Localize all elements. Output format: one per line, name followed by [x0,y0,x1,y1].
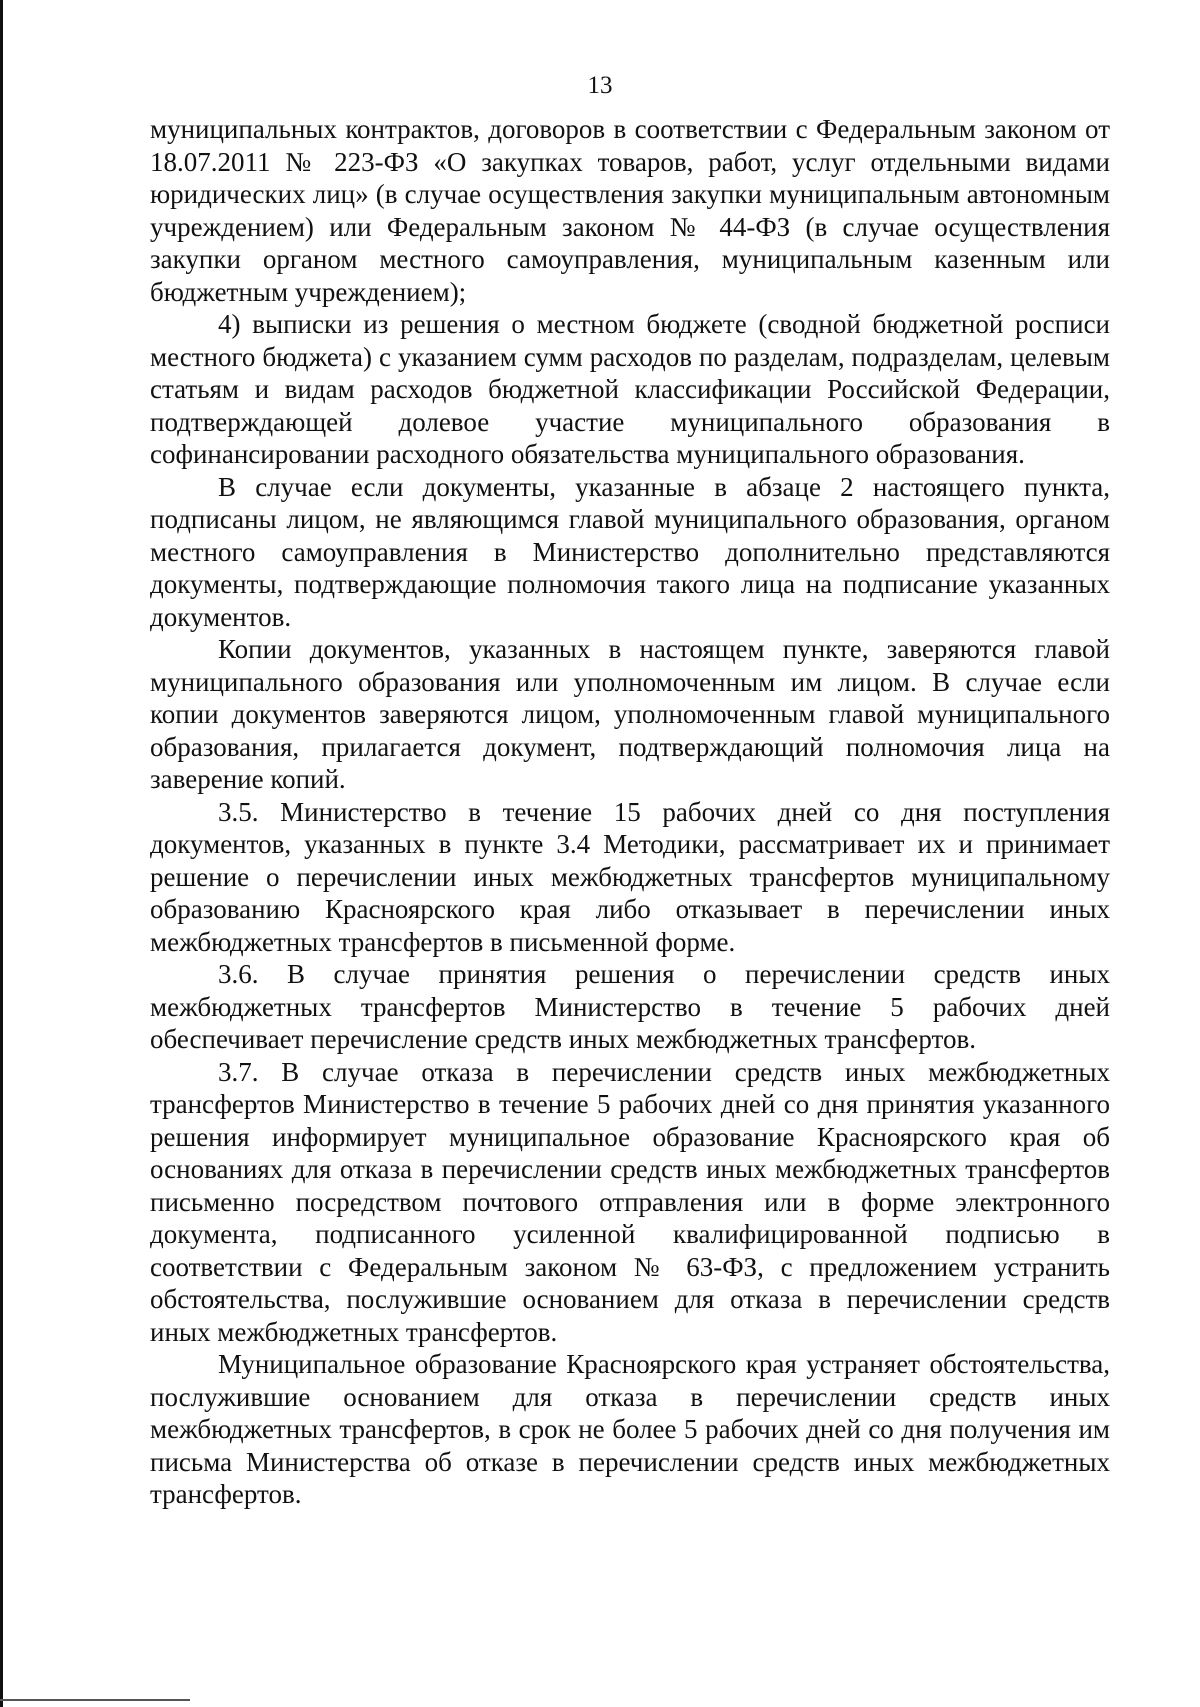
paragraph-remedy: Муниципальное образование Красноярского края устраняет обстоятельства, послужившие основанием для отказа в перечислении средств иных межбюджетных трансфертов, в срок не более 5 рабочих дней со дня получения им письма Министерства об отказе в перечислении средств иных межбюджетных трансфертов. [150,1349,1110,1509]
paragraph-3-5: 3.5. Министерство в течение 15 рабочих дней со дня поступления документов, указанных в пункте 3.4 Методики, рассматривает их и принимает решение о перечислении иных межбюджетных трансфертов муниципальному образованию Красноярского края либо отказывает в перечислении иных межбюджетных трансфертов в письменной форме. [150,796,1110,957]
document-body [150,113,1110,1511]
paragraph-copies: Копии документов, указанных в настоящем пункте, заверяются главой муниципального образования или уполномоченным им лицом. В случае если копии документов заверяются лицом, уполномоченным главой муниципального образования, прилагается документ, подтверждающий полномочия лица на заверение копий. [150,634,1110,794]
paragraph-continuation: муниципальных контрактов, договоров в соответствии с Федеральным законом от 18.07.2011 № 223-ФЗ «О закупках товаров, работ, услуг отдельными видами юридических лиц» (в случае осуществления закупки муниципальным автономным учреждением) или Федеральным законом № 44-ФЗ (в случае осуществления закупки органом местного самоуправления, муниципальным казенным или бюджетным учреждением); [150,114,1110,307]
paragraph-3-7: 3.7. В случае отказа в перечислении средств иных межбюджетных трансфертов Министерство в течение 5 рабочих дней со дня принятия указанного решения информирует муниципальное образование Красноярского края об основаниях для отказа в перечислении средств иных межбюджетных трансфертов письменно посредством почтового отправления или в форме электронного документа, подписанного усиленной квалифицированной подписью в соответствии с Федеральным законом № 63-ФЗ, с предложением устранить обстоятельства, послужившие основанием для отказа в перечислении средств иных межбюджетных трансфертов. [150,1056,1110,1347]
scan-edge-left [0,0,3,1707]
paragraph-3-6: 3.6. В случае принятия решения о перечислении средств иных межбюджетных трансфертов Министерство в течение 5 рабочих дней обеспечивает перечисление средств иных межбюджетных трансфертов. [150,959,1110,1054]
scan-edge-bottom [0,1699,190,1701]
page-number: 13 [587,72,613,99]
paragraph-item-4: 4) выписки из решения о местном бюджете (сводной бюджетной росписи местного бюджета) с указанием сумм расходов по разделам, подразделам, целевым статьям и видам расходов бюджетной классификации Российской Федерации, подтверждающей долевое участие муниципального образования в софинансировании расходного обязательства муниципального образования. [150,309,1110,469]
paragraph-signature-authority: В случае если документы, указанные в абзаце 2 настоящего пункта, подписаны лицом, не являющимся главой муниципального образования, органом местного самоуправления в Министерство дополнительно представляются документы, подтверждающие полномочия такого лица на подписание указанных документов. [150,471,1110,632]
